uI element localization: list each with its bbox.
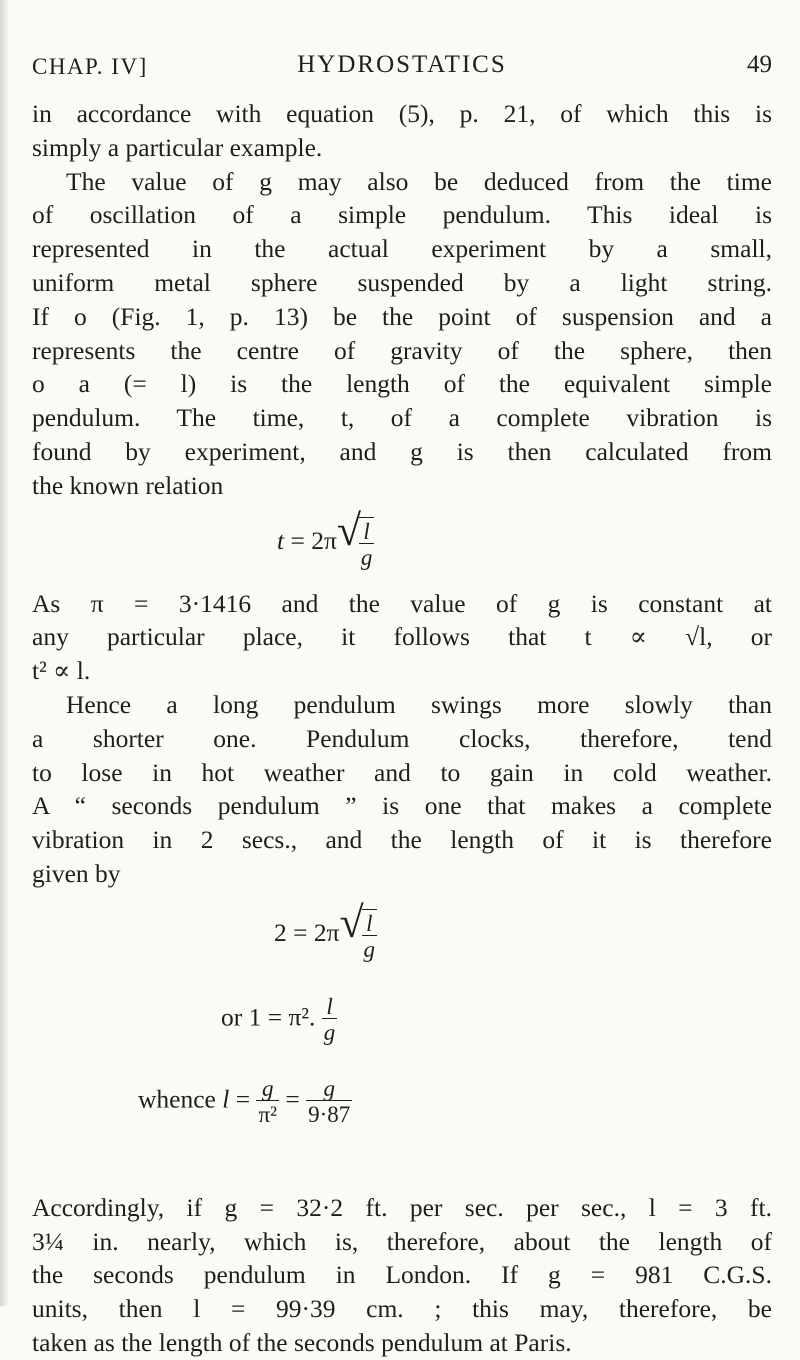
eq2-l3-den2: 9·87 bbox=[308, 1101, 351, 1127]
text-line: represents the centre of gravity of the sphere, then bbox=[32, 335, 772, 365]
eq2-l2-num: l bbox=[326, 993, 333, 1019]
text-line: t² ∝ l. bbox=[32, 656, 91, 686]
paragraph-4 bbox=[32, 688, 772, 722]
text-line: represented in the actual experiment by a small, bbox=[32, 234, 772, 264]
text-line: As π = 3·1416 and the value of g is constant at bbox=[32, 588, 772, 618]
text-line: units, then l = 99·39 cm. ; this may, therefore, be bbox=[32, 1294, 772, 1324]
page-body bbox=[32, 97, 772, 1360]
eq-lhs: t bbox=[277, 525, 285, 555]
page-edge bbox=[0, 0, 9, 1306]
eq2-l2-op: = bbox=[267, 1002, 283, 1032]
eq2-l3-num2: g bbox=[323, 1075, 335, 1101]
paragraph-1 bbox=[32, 97, 772, 165]
sqrt-sign: √ $\frac{l}{g}$ bbox=[339, 897, 376, 962]
running-header bbox=[32, 40, 772, 80]
text-line: If o (Fig. 1, p. 13) be the point of suspension and a bbox=[32, 301, 772, 331]
eq2-l3-den1: π² bbox=[258, 1101, 277, 1127]
text-line: to lose in hot weather and to gain in cold weather. bbox=[32, 757, 772, 787]
eq-num: l bbox=[363, 518, 370, 544]
text-line: given by bbox=[32, 858, 121, 888]
paragraph-4-cont bbox=[32, 722, 772, 891]
eq2-l3-pre: whence bbox=[138, 1084, 216, 1114]
equation-pendulum-period bbox=[32, 503, 772, 587]
text-line: vibration in 2 secs., and the length of it is therefore bbox=[32, 825, 772, 855]
eq-op: = bbox=[290, 525, 305, 555]
chapter-label: CHAP. IV] bbox=[32, 54, 148, 79]
eq2-l2-coef: π². bbox=[288, 1002, 316, 1032]
paragraph-5 bbox=[32, 1191, 772, 1360]
text-line: A “ seconds pendulum ” is one that makes a complete bbox=[32, 791, 772, 821]
eq-coef: 2π bbox=[311, 525, 337, 555]
page-number: 49 bbox=[747, 51, 772, 78]
text-line: 3¼ in. nearly, which is, therefore, about the length of bbox=[32, 1226, 772, 1256]
text-line: pendulum. The time, t, of a complete vibration is bbox=[32, 403, 772, 433]
sqrt-sign: √ $\frac{l}{g}$ bbox=[336, 505, 373, 570]
eq2-l1-coef: 2π bbox=[313, 917, 340, 947]
text-line: The value of g may also be deduced from the time bbox=[66, 166, 772, 196]
eq2-l3-lhs: l bbox=[222, 1084, 230, 1114]
page-title: HYDROSTATICS bbox=[297, 51, 507, 78]
text-line: o a (= l) is the length of the equivalent simple bbox=[32, 369, 772, 399]
eq2-l2-den: g bbox=[323, 1019, 336, 1045]
eq2-l3-op2: = bbox=[285, 1084, 300, 1114]
text-line: uniform metal sphere suspended by a light string. bbox=[32, 267, 772, 297]
equation-seconds-pendulum bbox=[32, 891, 772, 1191]
paragraph-2 bbox=[32, 165, 772, 199]
text-line: in accordance with equation (5), p. 21, of which this is bbox=[32, 99, 772, 128]
paragraph-2-cont bbox=[32, 198, 772, 502]
text-line: taken as the length of the seconds pendulum at Paris. bbox=[32, 1327, 572, 1357]
eq2-l1-lhs: 2 bbox=[274, 917, 287, 947]
text-line: any particular place, it follows that t ∝ √l, or bbox=[32, 622, 772, 652]
text-line: Hence a long pendulum swings more slowly than bbox=[66, 689, 772, 719]
eq2-l1-op: = bbox=[293, 917, 308, 947]
eq2-l2-pre: or bbox=[221, 1002, 243, 1032]
text-line: a shorter one. Pendulum clocks, therefore, tend bbox=[32, 723, 772, 753]
text-line: simply a particular example. bbox=[32, 132, 323, 162]
paragraph-3 bbox=[32, 587, 772, 688]
eq2-l3-op: = bbox=[235, 1084, 251, 1114]
text-line: of oscillation of a simple pendulum. This ideal is bbox=[32, 200, 772, 230]
eq2-l1-den: g bbox=[363, 936, 376, 962]
text-line: found by experiment, and g is then calculated from bbox=[32, 436, 772, 466]
text-line: the known relation bbox=[32, 470, 224, 500]
eq-den: g bbox=[360, 544, 373, 570]
eq2-l2-lhs: 1 bbox=[248, 1002, 262, 1032]
eq2-l3-num1: g bbox=[261, 1075, 274, 1101]
text-line: Accordingly, if g = 32·2 ft. per sec. per sec., l = 3 ft. bbox=[32, 1192, 772, 1222]
text-line: the seconds pendulum in London. If g = 981 C.G.S. bbox=[32, 1260, 772, 1290]
eq2-l1-num: l bbox=[366, 910, 373, 936]
